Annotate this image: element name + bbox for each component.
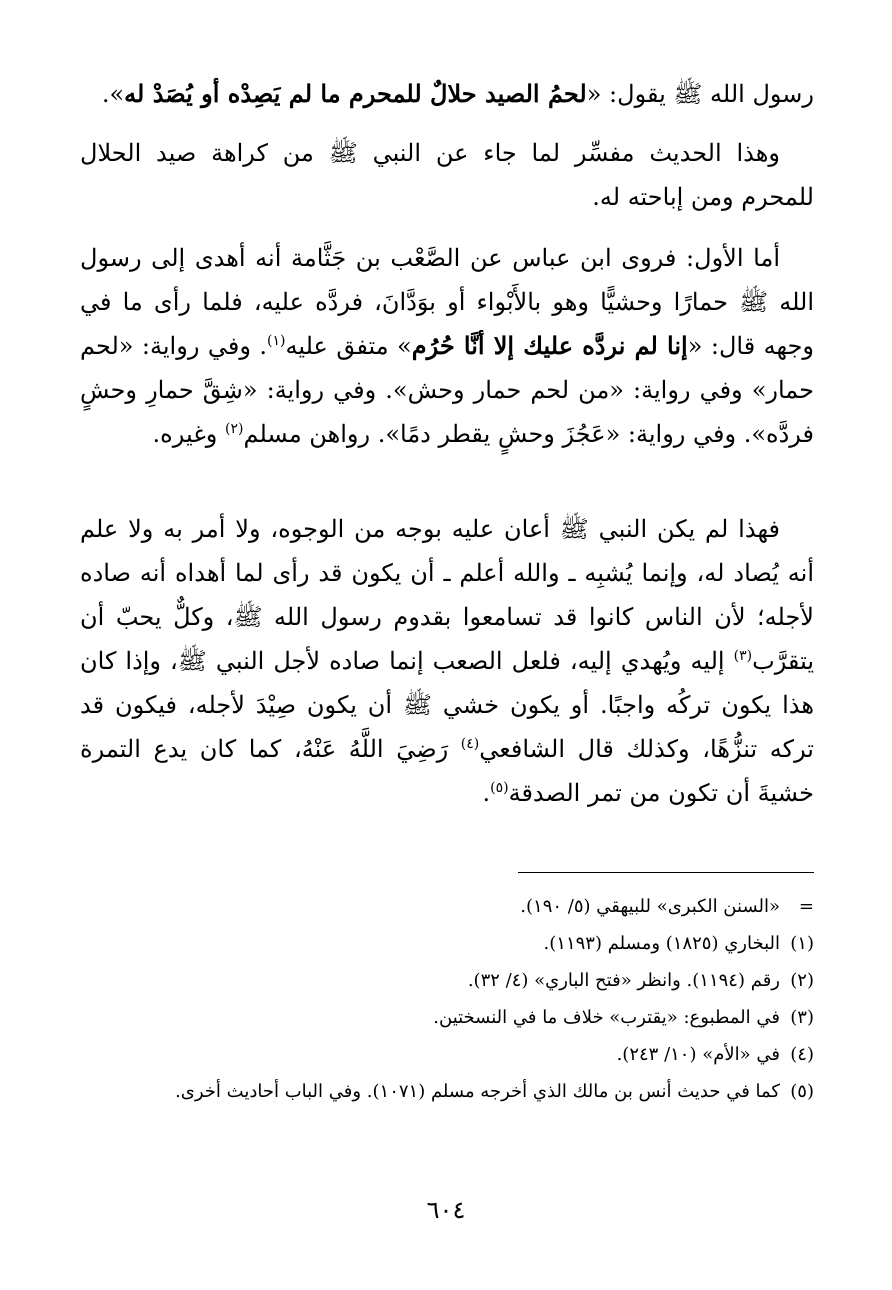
footnote-mark: (٢) xyxy=(790,970,814,991)
paragraph-explanation xyxy=(80,507,814,815)
footnote-mark: (٤) xyxy=(790,1044,814,1065)
text-run: ». xyxy=(101,80,125,108)
text-run: فهذا لم يكن النبي ﷺ أعان عليه بوجه من الوجوه، ولا أمر به ولا علم أنه يُصاد له، وإنما يُشبِه ـ والله أعلم ـ أن يكون قد رأى لما أهداه أنه صاده لأجله؛ لأن الناس كانوا قد تسامعوا بقدوم رسول الله ﷺ، وكلٌّ يحبّ أن يتقرَّب xyxy=(80,515,814,675)
footnote-ref[interactable]: (١) xyxy=(267,333,286,349)
footnote-ref[interactable]: (٢) xyxy=(225,421,244,437)
footnotes-block xyxy=(80,888,814,1110)
footnote-separator xyxy=(518,872,814,873)
text-run: وهذا الحديث مفسِّر لما جاء عن النبي ﷺ من كراهة صيد الحلال للمحرم ومن إباحته له. xyxy=(80,139,814,211)
text-run: » متفق عليه xyxy=(285,332,412,360)
footnote-mark: (٥) xyxy=(790,1081,814,1102)
footnote-mark: (١) xyxy=(790,933,814,954)
footnote-text: كما في حديث أنس بن مالك الذي أخرجه مسلم (١٠٧١). وفي الباب أحاديث أخرى. xyxy=(175,1081,780,1102)
footnote-ref[interactable]: (٥) xyxy=(490,780,509,796)
footnote-mark: = xyxy=(798,896,814,917)
footnote-item xyxy=(80,962,814,999)
footnote-text: في المطبوع: «يقترب» خلاف ما في النسختين. xyxy=(433,1007,780,1028)
text-run: إليه ويُهدي إليه، فلعل الصعب إنما صاده لأجل النبي ﷺ، وإذا كان هذا يكون تركُه واجبًا. أو يكون خشي ﷺ أن يكون صِيْدَ لأجله، فيكون قد تركه تنزُّهًا، وكذلك قال الشافعي xyxy=(80,647,814,763)
text-run: . xyxy=(482,779,491,807)
footnote-item xyxy=(80,1036,814,1073)
paragraph-continuation xyxy=(80,72,814,116)
text-run: أما الأول: فروى ابن عباس عن الصَّعْب بن جَثَّامة أنه أهدى إلى رسول الله ﷺ حمارًا وحشيًّا وهو بالأَبْواء أو بوَدَّانَ، فردَّه عليه، فلما رأى ما في وجهه قال: « xyxy=(80,244,814,360)
footnote-text: في «الأم» (١٠/ ٢٤٣). xyxy=(616,1044,780,1065)
hadith-quote: لحمُ الصيد حلالٌ للمحرم ما لم يَصِدْه أو يُصَدْ له xyxy=(124,79,587,108)
paragraph-intro xyxy=(80,131,814,219)
footnote-item xyxy=(80,925,814,962)
footnote-mark: (٣) xyxy=(790,1007,814,1028)
paragraph-first-case xyxy=(80,236,814,456)
footnote-item xyxy=(80,1073,814,1110)
page-number: ٦٠٤ xyxy=(426,1196,466,1224)
footnote-text: رقم (١١٩٤). وانظر «فتح الباري» (٤/ ٣٢). xyxy=(467,970,780,991)
text-run: وغيره. xyxy=(152,420,226,448)
footnote-item xyxy=(80,999,814,1036)
footnote-ref[interactable]: (٣) xyxy=(733,648,753,664)
text-run: رسول الله ﷺ يقول: « xyxy=(586,80,814,108)
footnote-text: «السنن الكبرى» للبيهقي (٥/ ١٩٠). xyxy=(520,896,780,917)
footnote-text: البخاري (١٨٢٥) ومسلم (١١٩٣). xyxy=(543,933,780,954)
footnote-ref[interactable]: (٤) xyxy=(460,736,480,752)
text-run: رَضِيَ اللَّهُ عَنْهُ، كما كان يدع التمرة خشيةَ أن تكون من تمر الصدقة xyxy=(80,735,814,807)
text-run: . وفي رواية: «لحم حمار» وفي رواية: «من لحم حمار وحش». وفي رواية: «شِقَّ حمارِ وحشٍ فردَّه». وفي رواية: «عَجُزَ وحشٍ يقطر دمًا». رواهن مسلم xyxy=(80,332,814,448)
hadith-quote: إنا لم نردَّه عليك إلا أنَّا حُرُم xyxy=(411,331,688,360)
footnote-item xyxy=(80,888,814,925)
